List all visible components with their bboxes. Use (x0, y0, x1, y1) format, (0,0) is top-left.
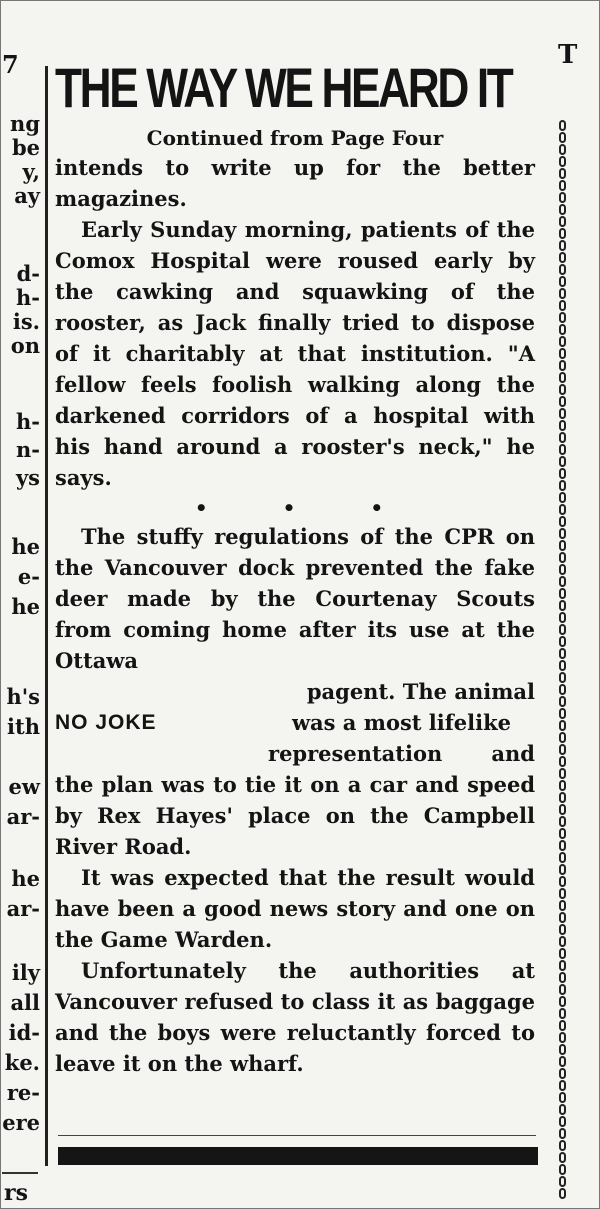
chain-link (559, 600, 566, 611)
chain-link (559, 900, 566, 911)
chain-link (559, 804, 566, 815)
paragraph: the plan was to tie it on a car and speed by Rex Hayes' place on the Campbell River Road. (55, 772, 535, 859)
left-fragment: ar- (6, 804, 40, 829)
chain-link (559, 756, 566, 767)
headline: THE WAY WE HEARD IT (55, 56, 512, 119)
chain-link (559, 264, 566, 275)
subhead-no-joke: NO JOKE (55, 711, 157, 734)
chain-link (559, 252, 566, 263)
chain-link (559, 960, 566, 971)
left-fragment: ys (15, 465, 40, 490)
chain-link (559, 1068, 566, 1079)
left-fragment: ke. (4, 1050, 40, 1075)
chain-link (559, 300, 566, 311)
chain-link (559, 672, 566, 683)
chain-link (559, 780, 566, 791)
chain-link (559, 240, 566, 251)
chain-link (559, 744, 566, 755)
chain-link (559, 888, 566, 899)
chain-link (559, 516, 566, 527)
edge-fragment-top-left: 7 (2, 50, 19, 79)
left-column-fragments (0, 408, 42, 492)
left-fragment: all (10, 990, 40, 1015)
chain-link (559, 1104, 566, 1115)
chain-link (559, 792, 566, 803)
edge-fragment-top-right: T (558, 40, 578, 70)
chain-link (559, 768, 566, 779)
chain-link (559, 144, 566, 155)
text-line: representation and (268, 741, 535, 766)
chain-link (559, 972, 566, 983)
left-fragment: ng (10, 112, 40, 136)
continued-line: Continued from Page Four (146, 126, 444, 150)
chain-link (559, 1092, 566, 1103)
chain-link (559, 816, 566, 827)
chain-link (559, 1044, 566, 1055)
chain-link (559, 1116, 566, 1127)
paragraph: It was expected that the result would have been a good news story and one on the Game Warden. (55, 865, 535, 952)
chain-link (559, 432, 566, 443)
chain-link (559, 624, 566, 635)
chain-link (559, 684, 566, 695)
chain-link (559, 312, 566, 323)
chain-link (559, 588, 566, 599)
chain-link (559, 840, 566, 851)
chain-link (559, 132, 566, 143)
chain-link (559, 1128, 566, 1139)
chain-link (559, 720, 566, 731)
chain-link (559, 564, 566, 575)
column-rule-left (45, 66, 48, 1166)
edge-fragment-bottom-left: rs (4, 1180, 28, 1206)
chain-link (559, 528, 566, 539)
text-line: pagent. The animal (306, 679, 535, 704)
left-fragment: ew (8, 774, 40, 799)
chain-link (559, 936, 566, 947)
chain-link (559, 612, 566, 623)
chain-link (559, 420, 566, 431)
left-column-fragments (0, 112, 42, 208)
chain-link (559, 852, 566, 863)
left-fragment: ere (2, 1110, 40, 1135)
chain-link (559, 552, 566, 563)
left-fragment: d- (16, 262, 40, 286)
chain-link (559, 324, 566, 335)
chain-link (559, 1140, 566, 1151)
chain-link (559, 336, 566, 347)
chain-link (559, 288, 566, 299)
chain-link (559, 384, 566, 395)
chain-link (559, 696, 566, 707)
left-fragment: is. (12, 309, 40, 334)
chain-link (559, 408, 566, 419)
chain-link (559, 396, 566, 407)
left-column-fragments (0, 864, 42, 924)
chain-link (559, 480, 566, 491)
left-column-fragments (0, 772, 42, 832)
text-line: was a most lifelike (291, 710, 511, 735)
left-fragment: he (11, 534, 40, 559)
left-fragment: ith (7, 714, 40, 739)
left-fragment: re- (6, 1080, 40, 1105)
left-fragment: y, (22, 159, 40, 184)
chain-link (559, 276, 566, 287)
chain-link (559, 492, 566, 503)
bottom-left-rule (2, 1172, 38, 1174)
left-fragment: he (11, 594, 40, 619)
chain-link (559, 876, 566, 887)
paragraph: Unfortunately the authorities at Vancouver refused to class it as baggage and the boys were reluctantly forced to leave it on the wharf. (55, 958, 535, 1076)
left-fragment: h- (16, 285, 40, 310)
left-column-fragments (0, 958, 42, 1138)
left-column-fragments (0, 262, 42, 358)
left-fragment: id- (8, 1020, 40, 1045)
left-fragment: on (10, 333, 40, 358)
chain-link (559, 924, 566, 935)
subhead-side-text (268, 676, 535, 769)
chain-link (559, 360, 566, 371)
paragraph: intends to write up for the better magazines. (55, 155, 535, 211)
chain-link (559, 504, 566, 515)
paragraph: Early Sunday morning, patients of the Comox Hospital were roused early by the cawking and squawking of the rooster, as Jack finally tried to dispose of it charitably at that institution. "A fellow feels foolish walking along the darkened corridors of a hospital with his hand around a rooster's neck," he says. (55, 217, 535, 490)
left-fragment: ay (14, 183, 40, 208)
section-separator: • • • (194, 496, 418, 520)
bottom-rule-thick (58, 1147, 538, 1165)
chain-link (559, 1056, 566, 1067)
article-column (55, 58, 535, 1079)
left-column-fragments (0, 682, 42, 742)
left-fragment: n- (16, 437, 40, 462)
paragraph: The stuffy regulations of the CPR on the Vancouver dock prevented the fake deer made by the Courtenay Scouts from coming home after its use at the Ottawa (55, 524, 535, 673)
left-fragment: he (11, 866, 40, 891)
chain-link (559, 120, 566, 131)
chain-link (559, 1152, 566, 1163)
chain-link (559, 192, 566, 203)
chain-link (559, 660, 566, 671)
left-fragment: be (11, 135, 40, 160)
left-column-fragments (0, 532, 42, 622)
chain-link (559, 576, 566, 587)
chain-link (559, 156, 566, 167)
left-fragment: h's (6, 684, 40, 709)
left-fragment: e- (17, 564, 40, 589)
chain-link (559, 180, 566, 191)
chain-link (559, 216, 566, 227)
chain-link (559, 1008, 566, 1019)
chain-link (559, 456, 566, 467)
chain-link (559, 1080, 566, 1091)
chain-link (559, 228, 566, 239)
subhead-block (55, 676, 535, 769)
chain-link (559, 348, 566, 359)
chain-link (559, 540, 566, 551)
chain-link (559, 996, 566, 1007)
chain-link (559, 204, 566, 215)
article-body (55, 152, 535, 1079)
chain-link (559, 1176, 566, 1187)
chain-link (559, 948, 566, 959)
chain-link (559, 168, 566, 179)
chain-link (559, 648, 566, 659)
chain-link (559, 1020, 566, 1031)
chain-link (559, 984, 566, 995)
left-fragment: ily (11, 960, 40, 985)
chain-link (559, 372, 566, 383)
chain-link (559, 732, 566, 743)
chain-link (559, 708, 566, 719)
chain-link (559, 1032, 566, 1043)
chain-link (559, 1164, 566, 1175)
chain-link (559, 1188, 566, 1199)
chain-link (559, 912, 566, 923)
left-fragment: h- (16, 409, 40, 434)
chain-link (559, 468, 566, 479)
bottom-rule-thin (58, 1135, 536, 1136)
chain-link (559, 636, 566, 647)
chain-link (559, 444, 566, 455)
decorative-chain-border (556, 120, 570, 1200)
chain-link (559, 828, 566, 839)
chain-link (559, 864, 566, 875)
left-fragment: ar- (6, 896, 40, 921)
